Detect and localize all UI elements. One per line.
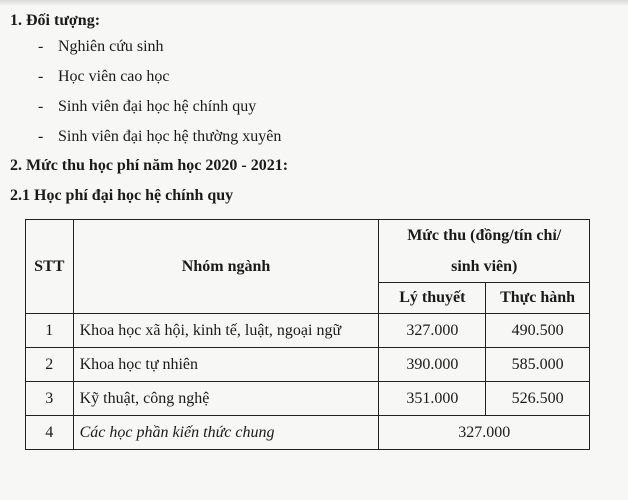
list-item <box>38 68 170 86</box>
list-item-label: Sinh viên đại học hệ chính quy <box>58 98 257 115</box>
cell-group: Khoa học tự nhiên <box>73 348 379 382</box>
cell-stt: 1 <box>26 314 74 348</box>
cell-practice: 526.500 <box>486 382 590 416</box>
cell-stt: 2 <box>26 348 74 382</box>
list-item-label: Sinh viên đại học hệ thường xuyên <box>58 128 282 145</box>
page-top-edge <box>0 0 628 6</box>
list-item <box>38 38 164 56</box>
dash-bullet: - <box>38 38 44 55</box>
section-1-heading: 1. Đối tượng: <box>10 12 101 29</box>
dash-bullet: - <box>38 98 44 115</box>
header-fee-line1: Mức thu (đồng/tín chỉ/ <box>407 227 562 244</box>
table-row <box>26 416 590 450</box>
header-theory: Lý thuyết <box>379 283 486 314</box>
dash-bullet: - <box>38 128 44 145</box>
table-row <box>26 348 590 382</box>
section-2-heading: 2. Mức thu học phí năm học 2020 - 2021: <box>10 157 289 174</box>
dash-bullet: - <box>38 68 44 85</box>
tuition-table <box>25 219 590 450</box>
table-row <box>26 314 590 348</box>
cell-practice: 585.000 <box>486 348 590 382</box>
cell-group: Kỹ thuật, công nghệ <box>73 382 379 416</box>
cell-merged-fee: 327.000 <box>379 416 590 450</box>
header-group: Nhóm ngành <box>73 220 379 314</box>
header-practice: Thực hành <box>486 283 590 314</box>
cell-group: Các học phần kiến thức chung <box>73 416 379 450</box>
table-row <box>26 382 590 416</box>
header-stt: STT <box>26 220 74 314</box>
cell-theory: 327.000 <box>379 314 486 348</box>
cell-theory: 351.000 <box>379 382 486 416</box>
list-item <box>38 128 281 146</box>
list-item <box>38 98 256 116</box>
cell-stt: 3 <box>26 382 74 416</box>
list-item-label: Nghiên cứu sinh <box>58 38 164 55</box>
header-fee-line2: sinh viên) <box>451 258 518 275</box>
cell-stt: 4 <box>26 416 74 450</box>
section-2-1-heading: 2.1 Học phí đại học hệ chính quy <box>10 187 234 204</box>
list-item-label: Học viên cao học <box>58 68 170 85</box>
cell-theory: 390.000 <box>379 348 486 382</box>
table-header-row <box>26 220 590 283</box>
cell-group: Khoa học xã hội, kinh tế, luật, ngoại ngữ <box>73 314 379 348</box>
header-fee <box>379 220 590 283</box>
cell-practice: 490.500 <box>486 314 590 348</box>
